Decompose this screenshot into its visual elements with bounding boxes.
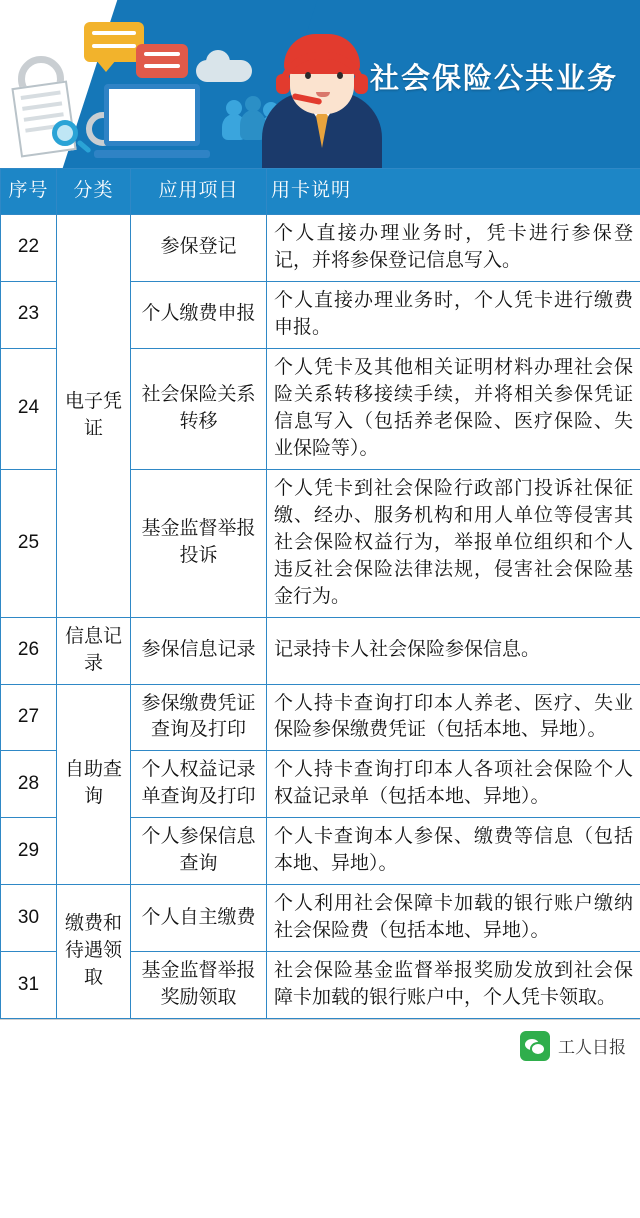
cell-desc: 个人卡查询本人参保、缴费等信息（包括本地、异地）。 xyxy=(267,818,640,885)
source-label: 工人日报 xyxy=(558,1038,626,1058)
cell-no: 30 xyxy=(1,885,57,952)
column-header-category: 分类 xyxy=(57,169,131,215)
cell-desc: 个人直接办理业务时，凭卡进行参保登记，并将参保登记信息写入。 xyxy=(267,214,640,281)
cell-category: 自助查询 xyxy=(57,684,131,885)
cell-item: 个人缴费申报 xyxy=(131,281,267,348)
cell-no: 24 xyxy=(1,348,57,469)
cell-item: 个人自主缴费 xyxy=(131,885,267,952)
table-row xyxy=(1,684,640,751)
cell-item: 个人权益记录单查询及打印 xyxy=(131,751,267,818)
cell-item: 个人参保信息查询 xyxy=(131,818,267,885)
column-header-item: 应用项目 xyxy=(131,169,267,215)
cell-desc: 个人凭卡及其他相关证明材料办理社会保险关系转移接续手续，并将相关参保凭证信息写入（包括养老保险、医疗保险、失业保险等）。 xyxy=(267,348,640,469)
page-banner xyxy=(0,0,640,168)
cell-item: 基金监督举报奖励领取 xyxy=(131,952,267,1019)
operator-eye-left-icon xyxy=(305,72,311,79)
cell-desc: 社会保险基金监督举报奖励发放到社会保障卡加载的银行账户中，个人凭卡领取。 xyxy=(267,952,640,1019)
chat-bubble-icon xyxy=(84,22,144,62)
cell-no: 26 xyxy=(1,617,57,684)
table-row xyxy=(1,885,640,952)
document-icon xyxy=(11,80,76,157)
cell-no: 27 xyxy=(1,684,57,751)
cell-no: 31 xyxy=(1,952,57,1019)
cell-desc: 个人凭卡到社会保险行政部门投诉社保征缴、经办、服务机构和用人单位等侵害其社会保险权益行为，举报单位组织和个人违反社会保险法律法规，侵害社会保险基金行为。 xyxy=(267,469,640,617)
cell-no: 23 xyxy=(1,281,57,348)
cell-desc: 记录持卡人社会保险参保信息。 xyxy=(267,617,640,684)
column-header-no: 序号 xyxy=(1,169,57,215)
source-badge[interactable] xyxy=(520,1031,626,1061)
cell-item: 参保缴费凭证查询及打印 xyxy=(131,684,267,751)
table-row xyxy=(1,617,640,684)
wechat-icon xyxy=(520,1031,550,1061)
laptop-icon xyxy=(104,84,200,146)
cell-item: 基金监督举报投诉 xyxy=(131,469,267,617)
chat-bubble-secondary-icon xyxy=(136,44,188,78)
cell-no: 29 xyxy=(1,818,57,885)
table-header-row xyxy=(1,169,640,215)
table-row xyxy=(1,214,640,281)
operator-eye-right-icon xyxy=(337,72,343,79)
cell-desc: 个人持卡查询打印本人养老、医疗、失业保险参保缴费凭证（包括本地、异地）。 xyxy=(267,684,640,751)
cell-item: 参保信息记录 xyxy=(131,617,267,684)
cell-no: 25 xyxy=(1,469,57,617)
cell-no: 28 xyxy=(1,751,57,818)
cell-no: 22 xyxy=(1,214,57,281)
cell-item: 社会保险关系转移 xyxy=(131,348,267,469)
operator-headset-left-icon xyxy=(276,74,290,94)
operator-headset-right-icon xyxy=(354,74,368,94)
cell-desc: 个人持卡查询打印本人各项社会保险个人权益记录单（包括本地、异地）。 xyxy=(267,751,640,818)
cell-category: 信息记录 xyxy=(57,617,131,684)
banner-title: 社会保险公共业务 xyxy=(369,63,618,95)
column-header-desc: 用卡说明 xyxy=(267,169,640,215)
cell-category: 电子凭证 xyxy=(57,214,131,617)
cell-desc: 个人利用社会保障卡加载的银行账户缴纳社会保险费（包括本地、异地）。 xyxy=(267,885,640,952)
cell-desc: 个人直接办理业务时，个人凭卡进行缴费申报。 xyxy=(267,281,640,348)
magnifier-icon xyxy=(52,120,78,146)
cell-item: 参保登记 xyxy=(131,214,267,281)
cell-category: 缴费和待遇领取 xyxy=(57,885,131,1019)
cloud-icon xyxy=(196,60,252,82)
laptop-base-icon xyxy=(94,150,210,158)
social-insurance-table xyxy=(0,168,640,1019)
page-footer xyxy=(0,1019,640,1071)
